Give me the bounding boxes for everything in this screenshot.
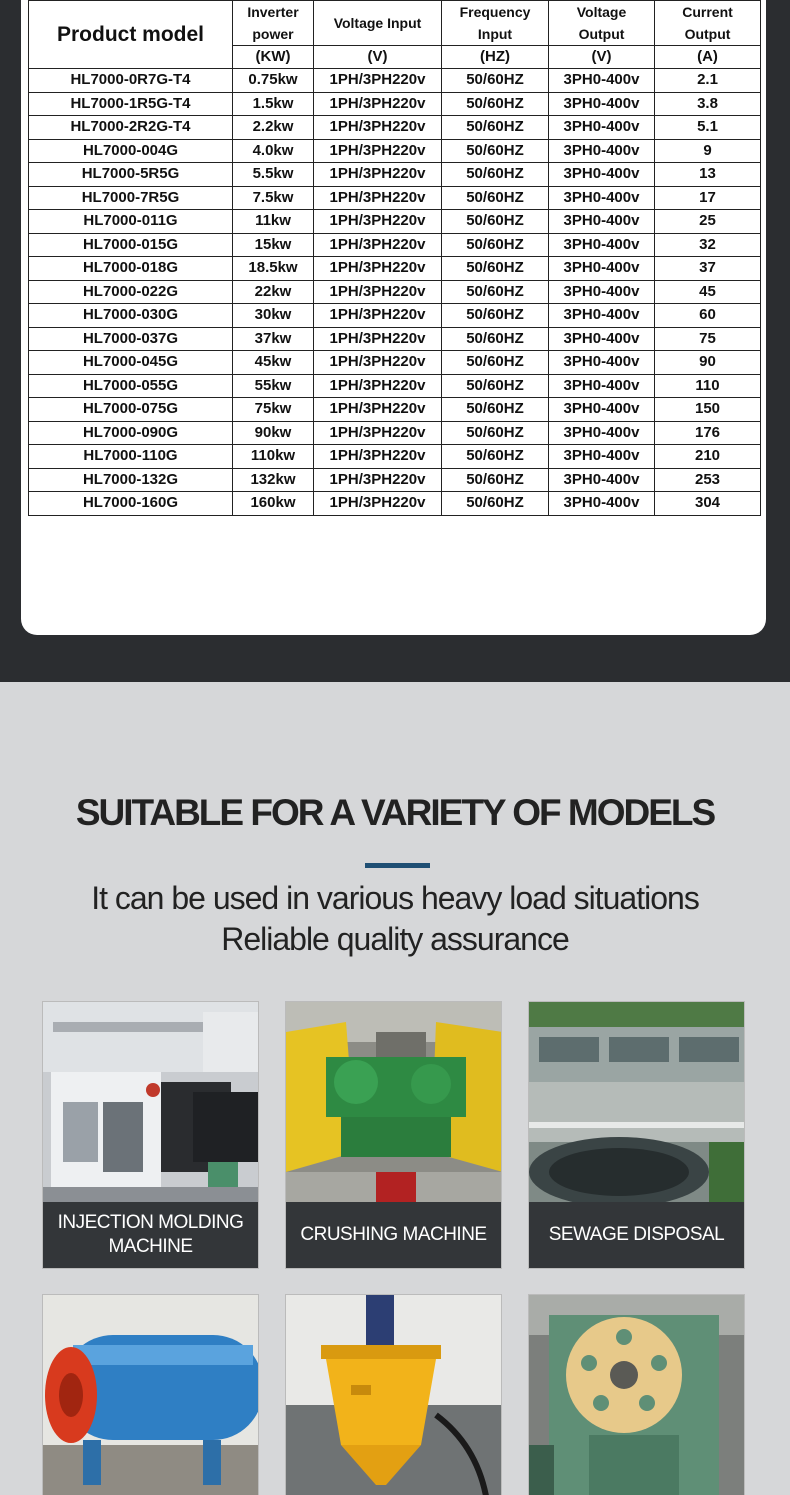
cell-voltage-out: 3PH0-400v — [549, 445, 655, 469]
cell-freq-in: 50/60HZ — [442, 398, 549, 422]
unit-a: (A) — [655, 46, 761, 69]
cell-freq-in: 50/60HZ — [442, 210, 549, 234]
cell-voltage-out: 3PH0-400v — [549, 492, 655, 516]
cell-power: 160kw — [233, 492, 314, 516]
unit-hz: (HZ) — [442, 46, 549, 69]
cell-model: HL7000-132G — [29, 468, 233, 492]
cell-model: HL7000-045G — [29, 351, 233, 375]
cell-model: HL7000-160G — [29, 492, 233, 516]
cell-model: HL7000-090G — [29, 421, 233, 445]
unit-v-in: (V) — [314, 46, 442, 69]
cell-voltage-out: 3PH0-400v — [549, 421, 655, 445]
cell-current-out: 13 — [655, 163, 761, 187]
table-row — [29, 421, 761, 445]
cell-freq-in: 50/60HZ — [442, 233, 549, 257]
cell-current-out: 17 — [655, 186, 761, 210]
cell-model: HL7000-011G — [29, 210, 233, 234]
cell-model: HL7000-0R7G-T4 — [29, 69, 233, 93]
cell-freq-in: 50/60HZ — [442, 304, 549, 328]
cell-model: HL7000-1R5G-T4 — [29, 92, 233, 116]
cell-current-out: 253 — [655, 468, 761, 492]
subtitle-line-2: Reliable quality assurance — [221, 921, 569, 957]
cell-freq-in: 50/60HZ — [442, 351, 549, 375]
cell-current-out: 176 — [655, 421, 761, 445]
cell-freq-in: 50/60HZ — [442, 69, 549, 93]
table-row — [29, 163, 761, 187]
sewage-disposal-photo — [529, 1002, 744, 1202]
cell-model: HL7000-022G — [29, 280, 233, 304]
cell-freq-in: 50/60HZ — [442, 492, 549, 516]
cell-power: 15kw — [233, 233, 314, 257]
cell-voltage-out: 3PH0-400v — [549, 116, 655, 140]
injection-molding-photo — [43, 1002, 258, 1202]
cell-voltage-in: 1PH/3PH220v — [314, 116, 442, 140]
cell-freq-in: 50/60HZ — [442, 445, 549, 469]
cell-voltage-in: 1PH/3PH220v — [314, 492, 442, 516]
cell-current-out: 304 — [655, 492, 761, 516]
cell-freq-in: 50/60HZ — [442, 92, 549, 116]
table-row — [29, 116, 761, 140]
cell-current-out: 9 — [655, 139, 761, 163]
table-row — [29, 445, 761, 469]
cell-voltage-in: 1PH/3PH220v — [314, 445, 442, 469]
cell-model: HL7000-075G — [29, 398, 233, 422]
cell-freq-in: 50/60HZ — [442, 280, 549, 304]
cell-model: HL7000-110G — [29, 445, 233, 469]
cell-voltage-out: 3PH0-400v — [549, 304, 655, 328]
cell-voltage-in: 1PH/3PH220v — [314, 280, 442, 304]
cell-voltage-out: 3PH0-400v — [549, 163, 655, 187]
cell-freq-in: 50/60HZ — [442, 257, 549, 281]
cell-model: HL7000-004G — [29, 139, 233, 163]
cell-freq-in: 50/60HZ — [442, 139, 549, 163]
cell-power: 1.5kw — [233, 92, 314, 116]
spec-table — [28, 0, 761, 516]
cell-voltage-in: 1PH/3PH220v — [314, 374, 442, 398]
cell-power: 75kw — [233, 398, 314, 422]
cell-power: 30kw — [233, 304, 314, 328]
cell-power: 4.0kw — [233, 139, 314, 163]
cell-voltage-out: 3PH0-400v — [549, 139, 655, 163]
cell-voltage-in: 1PH/3PH220v — [314, 421, 442, 445]
cell-current-out: 110 — [655, 374, 761, 398]
table-row — [29, 92, 761, 116]
cell-power: 90kw — [233, 421, 314, 445]
cell-voltage-in: 1PH/3PH220v — [314, 163, 442, 187]
cell-voltage-in: 1PH/3PH220v — [314, 210, 442, 234]
cell-current-out: 90 — [655, 351, 761, 375]
table-row — [29, 327, 761, 351]
header-voltage-input: Voltage Input — [314, 1, 442, 46]
cell-voltage-out: 3PH0-400v — [549, 92, 655, 116]
cell-power: 5.5kw — [233, 163, 314, 187]
cell-voltage-in: 1PH/3PH220v — [314, 233, 442, 257]
cell-power: 45kw — [233, 351, 314, 375]
cell-current-out: 45 — [655, 280, 761, 304]
cell-voltage-out: 3PH0-400v — [549, 398, 655, 422]
cell-power: 37kw — [233, 327, 314, 351]
application-tile-sewage[interactable] — [528, 1001, 745, 1269]
cell-voltage-out: 3PH0-400v — [549, 233, 655, 257]
cell-voltage-in: 1PH/3PH220v — [314, 92, 442, 116]
cell-voltage-out: 3PH0-400v — [549, 69, 655, 93]
table-row — [29, 186, 761, 210]
tile-caption: INJECTION MOLDING MACHINE — [43, 1202, 258, 1268]
header-product-model: Product model — [29, 1, 233, 69]
cell-freq-in: 50/60HZ — [442, 468, 549, 492]
cell-voltage-in: 1PH/3PH220v — [314, 139, 442, 163]
cell-current-out: 60 — [655, 304, 761, 328]
table-row — [29, 492, 761, 516]
tile-caption: SEWAGE DISPOSAL — [529, 1202, 744, 1268]
table-row — [29, 233, 761, 257]
cell-voltage-in: 1PH/3PH220v — [314, 257, 442, 281]
unit-v-out: (V) — [549, 46, 655, 69]
table-row — [29, 374, 761, 398]
cell-voltage-out: 3PH0-400v — [549, 280, 655, 304]
cell-power: 0.75kw — [233, 69, 314, 93]
cell-current-out: 32 — [655, 233, 761, 257]
table-row — [29, 139, 761, 163]
cell-model: HL7000-055G — [29, 374, 233, 398]
application-tile-ball-mill[interactable] — [42, 1294, 259, 1495]
cell-freq-in: 50/60HZ — [442, 421, 549, 445]
title-accent-bar — [365, 863, 430, 868]
cell-voltage-in: 1PH/3PH220v — [314, 468, 442, 492]
cell-voltage-in: 1PH/3PH220v — [314, 351, 442, 375]
cell-model: HL7000-2R2G-T4 — [29, 116, 233, 140]
cell-voltage-in: 1PH/3PH220v — [314, 327, 442, 351]
cell-voltage-out: 3PH0-400v — [549, 186, 655, 210]
cell-voltage-out: 3PH0-400v — [549, 210, 655, 234]
table-row — [29, 280, 761, 304]
cell-power: 55kw — [233, 374, 314, 398]
cell-voltage-in: 1PH/3PH220v — [314, 398, 442, 422]
cell-model: HL7000-018G — [29, 257, 233, 281]
cell-power: 18.5kw — [233, 257, 314, 281]
header-voltage-output: Voltage Output — [549, 1, 655, 46]
cell-power: 2.2kw — [233, 116, 314, 140]
header-current-output: Current Output — [655, 1, 761, 46]
cell-model: HL7000-5R5G — [29, 163, 233, 187]
cell-freq-in: 50/60HZ — [442, 116, 549, 140]
cell-voltage-out: 3PH0-400v — [549, 351, 655, 375]
cell-freq-in: 50/60HZ — [442, 163, 549, 187]
cell-current-out: 3.8 — [655, 92, 761, 116]
cell-power: 7.5kw — [233, 186, 314, 210]
section-title: SUITABLE FOR A VARIETY OF MODELS — [75, 792, 715, 833]
table-row — [29, 69, 761, 93]
cell-model: HL7000-037G — [29, 327, 233, 351]
punch-press-photo — [529, 1295, 744, 1495]
table-row — [29, 257, 761, 281]
mixer-tank-photo — [286, 1295, 501, 1495]
application-tile-punch-press[interactable] — [528, 1294, 745, 1495]
header-inverter-power: Inverter power — [233, 1, 314, 46]
cell-model: HL7000-030G — [29, 304, 233, 328]
table-row — [29, 210, 761, 234]
header-frequency-input: Frequency Input — [442, 1, 549, 46]
cell-voltage-in: 1PH/3PH220v — [314, 304, 442, 328]
cell-power: 132kw — [233, 468, 314, 492]
table-row — [29, 398, 761, 422]
subtitle-line-1: It can be used in various heavy load situations — [91, 880, 699, 916]
cell-current-out: 210 — [655, 445, 761, 469]
cell-voltage-out: 3PH0-400v — [549, 374, 655, 398]
cell-voltage-out: 3PH0-400v — [549, 257, 655, 281]
application-tile-crushing[interactable] — [285, 1001, 502, 1269]
table-row — [29, 468, 761, 492]
cell-current-out: 75 — [655, 327, 761, 351]
cell-freq-in: 50/60HZ — [442, 327, 549, 351]
cell-freq-in: 50/60HZ — [442, 186, 549, 210]
cell-current-out: 37 — [655, 257, 761, 281]
table-row — [29, 304, 761, 328]
cell-voltage-out: 3PH0-400v — [549, 468, 655, 492]
tile-caption: CRUSHING MACHINE — [286, 1202, 501, 1268]
cell-current-out: 150 — [655, 398, 761, 422]
cell-current-out: 2.1 — [655, 69, 761, 93]
cell-power: 22kw — [233, 280, 314, 304]
application-tile-injection[interactable] — [42, 1001, 259, 1269]
cell-voltage-in: 1PH/3PH220v — [314, 69, 442, 93]
cell-power: 110kw — [233, 445, 314, 469]
ball-mill-photo — [43, 1295, 258, 1495]
cell-model: HL7000-7R5G — [29, 186, 233, 210]
cell-voltage-in: 1PH/3PH220v — [314, 186, 442, 210]
table-row — [29, 351, 761, 375]
unit-kw: (KW) — [233, 46, 314, 69]
cell-current-out: 25 — [655, 210, 761, 234]
cell-current-out: 5.1 — [655, 116, 761, 140]
crushing-machine-photo — [286, 1002, 501, 1202]
cell-model: HL7000-015G — [29, 233, 233, 257]
cell-power: 11kw — [233, 210, 314, 234]
application-tile-mixer[interactable] — [285, 1294, 502, 1495]
cell-voltage-out: 3PH0-400v — [549, 327, 655, 351]
cell-freq-in: 50/60HZ — [442, 374, 549, 398]
